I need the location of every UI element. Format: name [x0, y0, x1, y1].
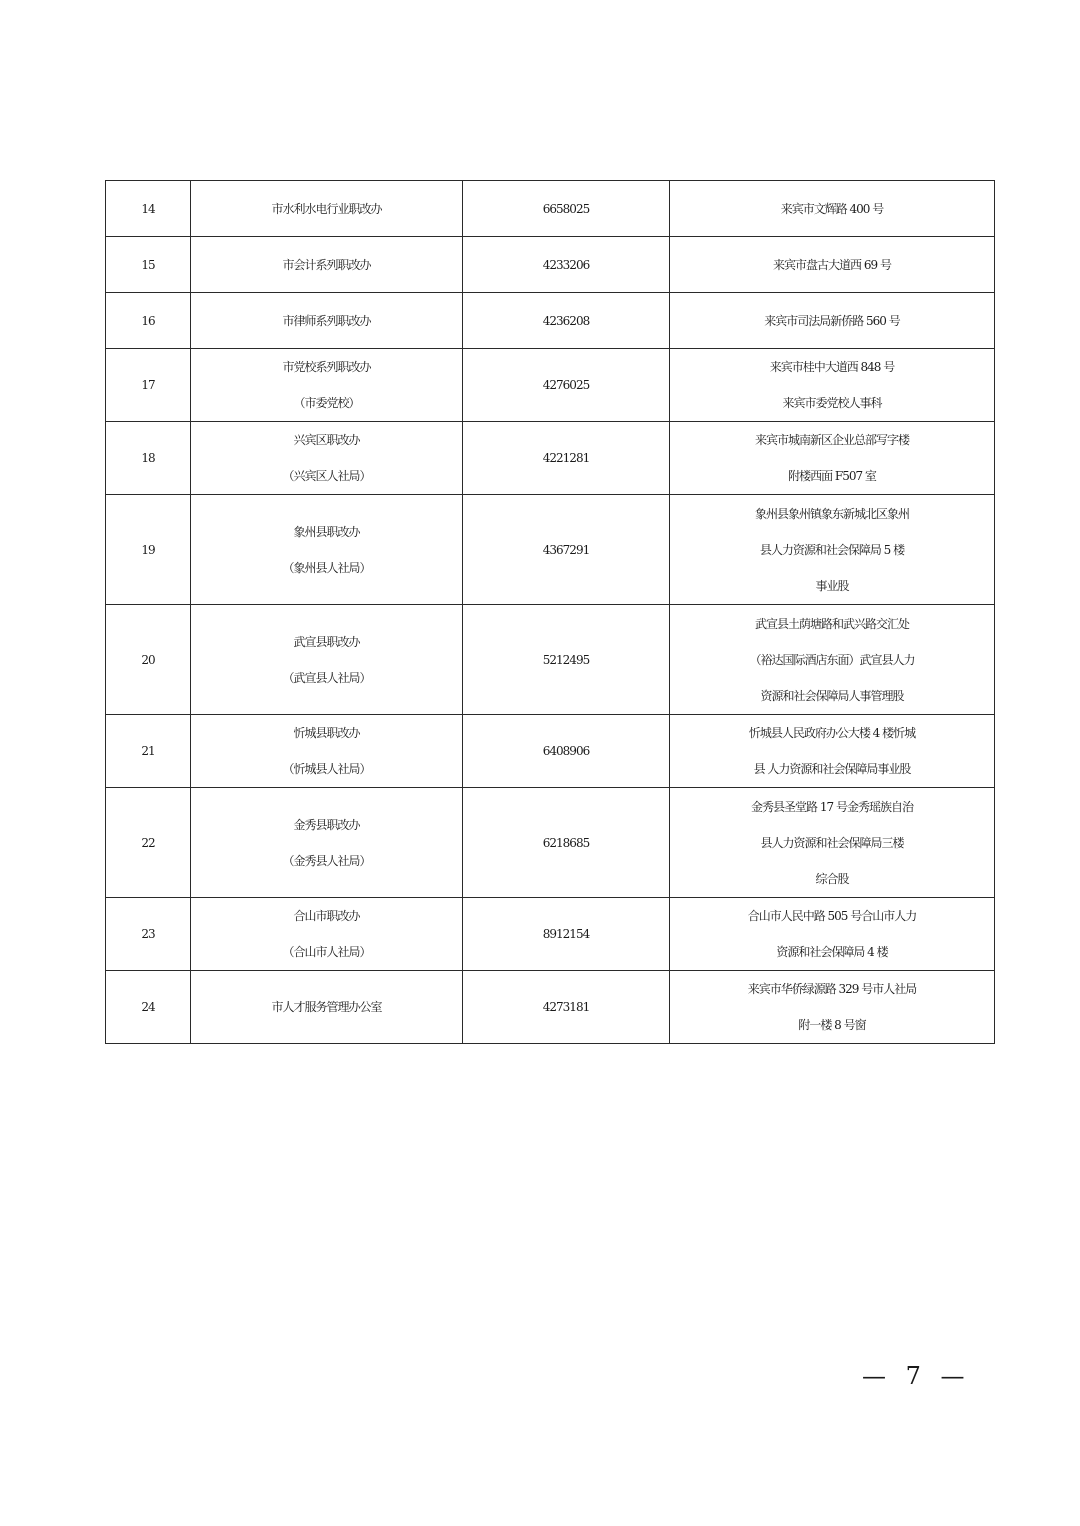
address-cell — [670, 495, 995, 605]
address-line: 来宾市华侨绿源路 329 号市人社局 — [747, 982, 917, 996]
office-name-line: 市人才服务管理办公室 — [271, 1000, 382, 1014]
phone-cell — [463, 971, 670, 1044]
address-line: 来宾市委党校人事科 — [782, 396, 882, 410]
office-name-line: （市委党校） — [293, 396, 360, 410]
address-cell — [670, 293, 995, 349]
office-name-line: 象州县职改办 — [293, 524, 360, 539]
table-row — [106, 605, 995, 715]
address-line: 来宾市城南新区企业总部写字楼 — [754, 433, 909, 447]
phone-number: 4221281 — [542, 451, 590, 465]
office-name-line: 市会计系列职改办 — [282, 257, 371, 272]
office-name-line: （武宣县人社局） — [282, 670, 371, 685]
phone-cell — [463, 715, 670, 788]
office-name-line: 合山市职改办 — [293, 909, 360, 923]
office-name-line: （象州县人社局） — [282, 560, 371, 575]
row-number-cell — [106, 605, 191, 715]
phone-number: 4233206 — [542, 257, 590, 272]
row-number: 21 — [141, 744, 155, 758]
row-number-cell — [106, 898, 191, 971]
row-number-cell — [106, 422, 191, 495]
address-line: 象州县象州镇象东新城北区象州 — [754, 506, 909, 521]
phone-cell — [463, 181, 670, 237]
address-line: 附楼西面 F507 室 — [788, 469, 876, 483]
address-line: 资源和社会保障局人事管理股 — [760, 688, 904, 703]
phone-number: 6218685 — [542, 835, 590, 850]
address-line: 来宾市桂中大道西 848 号 — [769, 360, 895, 374]
row-number: 18 — [141, 451, 155, 465]
office-cell — [191, 605, 463, 715]
address-cell — [670, 605, 995, 715]
phone-cell — [463, 898, 670, 971]
address-line: 县人力资源和社会保障局三楼 — [760, 835, 904, 850]
phone-number: 4236208 — [542, 313, 590, 328]
address-line: 综合股 — [815, 871, 849, 886]
phone-cell — [463, 495, 670, 605]
address-line: 金秀县圣堂路 17 号金秀瑶族自治 — [751, 799, 913, 814]
office-name-line: （合山市人社局） — [282, 945, 371, 959]
row-number: 16 — [141, 313, 155, 328]
phone-number: 6658025 — [542, 201, 590, 216]
address-cell — [670, 349, 995, 422]
address-cell — [670, 788, 995, 898]
row-number-cell — [106, 495, 191, 605]
address-line: （裕达国际酒店东面）武宣县人力 — [749, 652, 915, 667]
office-cell — [191, 495, 463, 605]
row-number-cell — [106, 788, 191, 898]
phone-cell — [463, 349, 670, 422]
address-line: 事业股 — [815, 578, 849, 593]
table-row — [106, 495, 995, 605]
phone-cell — [463, 422, 670, 495]
address-cell — [670, 181, 995, 237]
office-name-line: （金秀县人社局） — [282, 853, 371, 868]
address-line: 附一楼 8 号窗 — [798, 1018, 866, 1032]
office-cell — [191, 715, 463, 788]
office-name-line: 兴宾区职改办 — [293, 433, 360, 447]
address-cell — [670, 237, 995, 293]
address-cell — [670, 971, 995, 1044]
address-line: 合山市人民中路 505 号合山市人力 — [747, 909, 917, 923]
row-number-cell — [106, 181, 191, 237]
row-number: 15 — [141, 257, 155, 272]
table-row — [106, 293, 995, 349]
phone-number: 8912154 — [542, 927, 590, 941]
row-number: 20 — [141, 652, 155, 667]
office-name-line: 忻城县职改办 — [293, 726, 360, 740]
table-row — [106, 788, 995, 898]
office-cell — [191, 788, 463, 898]
address-line: 来宾市文辉路 400 号 — [780, 201, 884, 216]
row-number-cell — [106, 237, 191, 293]
office-cell — [191, 422, 463, 495]
office-name-line: （兴宾区人社局） — [282, 469, 371, 483]
office-cell — [191, 971, 463, 1044]
table-row — [106, 237, 995, 293]
phone-number: 4273181 — [542, 1000, 590, 1014]
row-number: 19 — [141, 542, 155, 557]
table-row — [106, 422, 995, 495]
row-number: 23 — [141, 927, 155, 941]
phone-number: 5212495 — [542, 652, 590, 667]
phone-number: 6408906 — [542, 744, 590, 758]
address-cell — [670, 898, 995, 971]
office-cell — [191, 181, 463, 237]
phone-cell — [463, 293, 670, 349]
table-row — [106, 715, 995, 788]
address-line: 资源和社会保障局 4 楼 — [776, 945, 888, 959]
row-number-cell — [106, 715, 191, 788]
contact-table — [105, 180, 995, 1044]
address-line: 来宾市盘古大道西 69 号 — [773, 257, 891, 272]
office-cell — [191, 293, 463, 349]
office-name-line: 市党校系列职改办 — [282, 360, 371, 374]
table-row — [106, 349, 995, 422]
office-cell — [191, 237, 463, 293]
address-cell — [670, 422, 995, 495]
row-number: 24 — [141, 1000, 155, 1014]
address-line: 武宣县土荫塘路和武兴路交汇处 — [754, 616, 909, 631]
phone-cell — [463, 605, 670, 715]
office-cell — [191, 898, 463, 971]
office-name-line: 市律师系列职改办 — [282, 313, 371, 328]
address-line: 来宾市司法局新侨路 560 号 — [764, 313, 900, 328]
address-line: 县人力资源和社会保障局 5 楼 — [759, 542, 905, 557]
row-number-cell — [106, 293, 191, 349]
office-name-line: （忻城县人社局） — [282, 762, 371, 776]
office-name-line: 金秀县职改办 — [293, 817, 360, 832]
row-number-cell — [106, 349, 191, 422]
row-number: 14 — [141, 201, 155, 216]
table-body — [106, 181, 995, 1044]
phone-cell — [463, 788, 670, 898]
row-number-cell — [106, 971, 191, 1044]
table-row — [106, 971, 995, 1044]
phone-number: 4367291 — [542, 542, 590, 557]
phone-cell — [463, 237, 670, 293]
row-number: 22 — [141, 835, 155, 850]
office-cell — [191, 349, 463, 422]
address-line: 县 人力资源和社会保障局事业股 — [753, 762, 911, 776]
phone-number: 4276025 — [542, 378, 590, 392]
office-name-line: 市水利水电行业职改办 — [271, 201, 382, 216]
address-line: 忻城县人民政府办公大楼 4 楼忻城 — [748, 726, 916, 740]
table-row — [106, 898, 995, 971]
table-row — [106, 181, 995, 237]
office-name-line: 武宣县职改办 — [293, 634, 360, 649]
address-cell — [670, 715, 995, 788]
row-number: 17 — [141, 378, 155, 392]
page-number: — 7 — — [862, 1362, 971, 1390]
